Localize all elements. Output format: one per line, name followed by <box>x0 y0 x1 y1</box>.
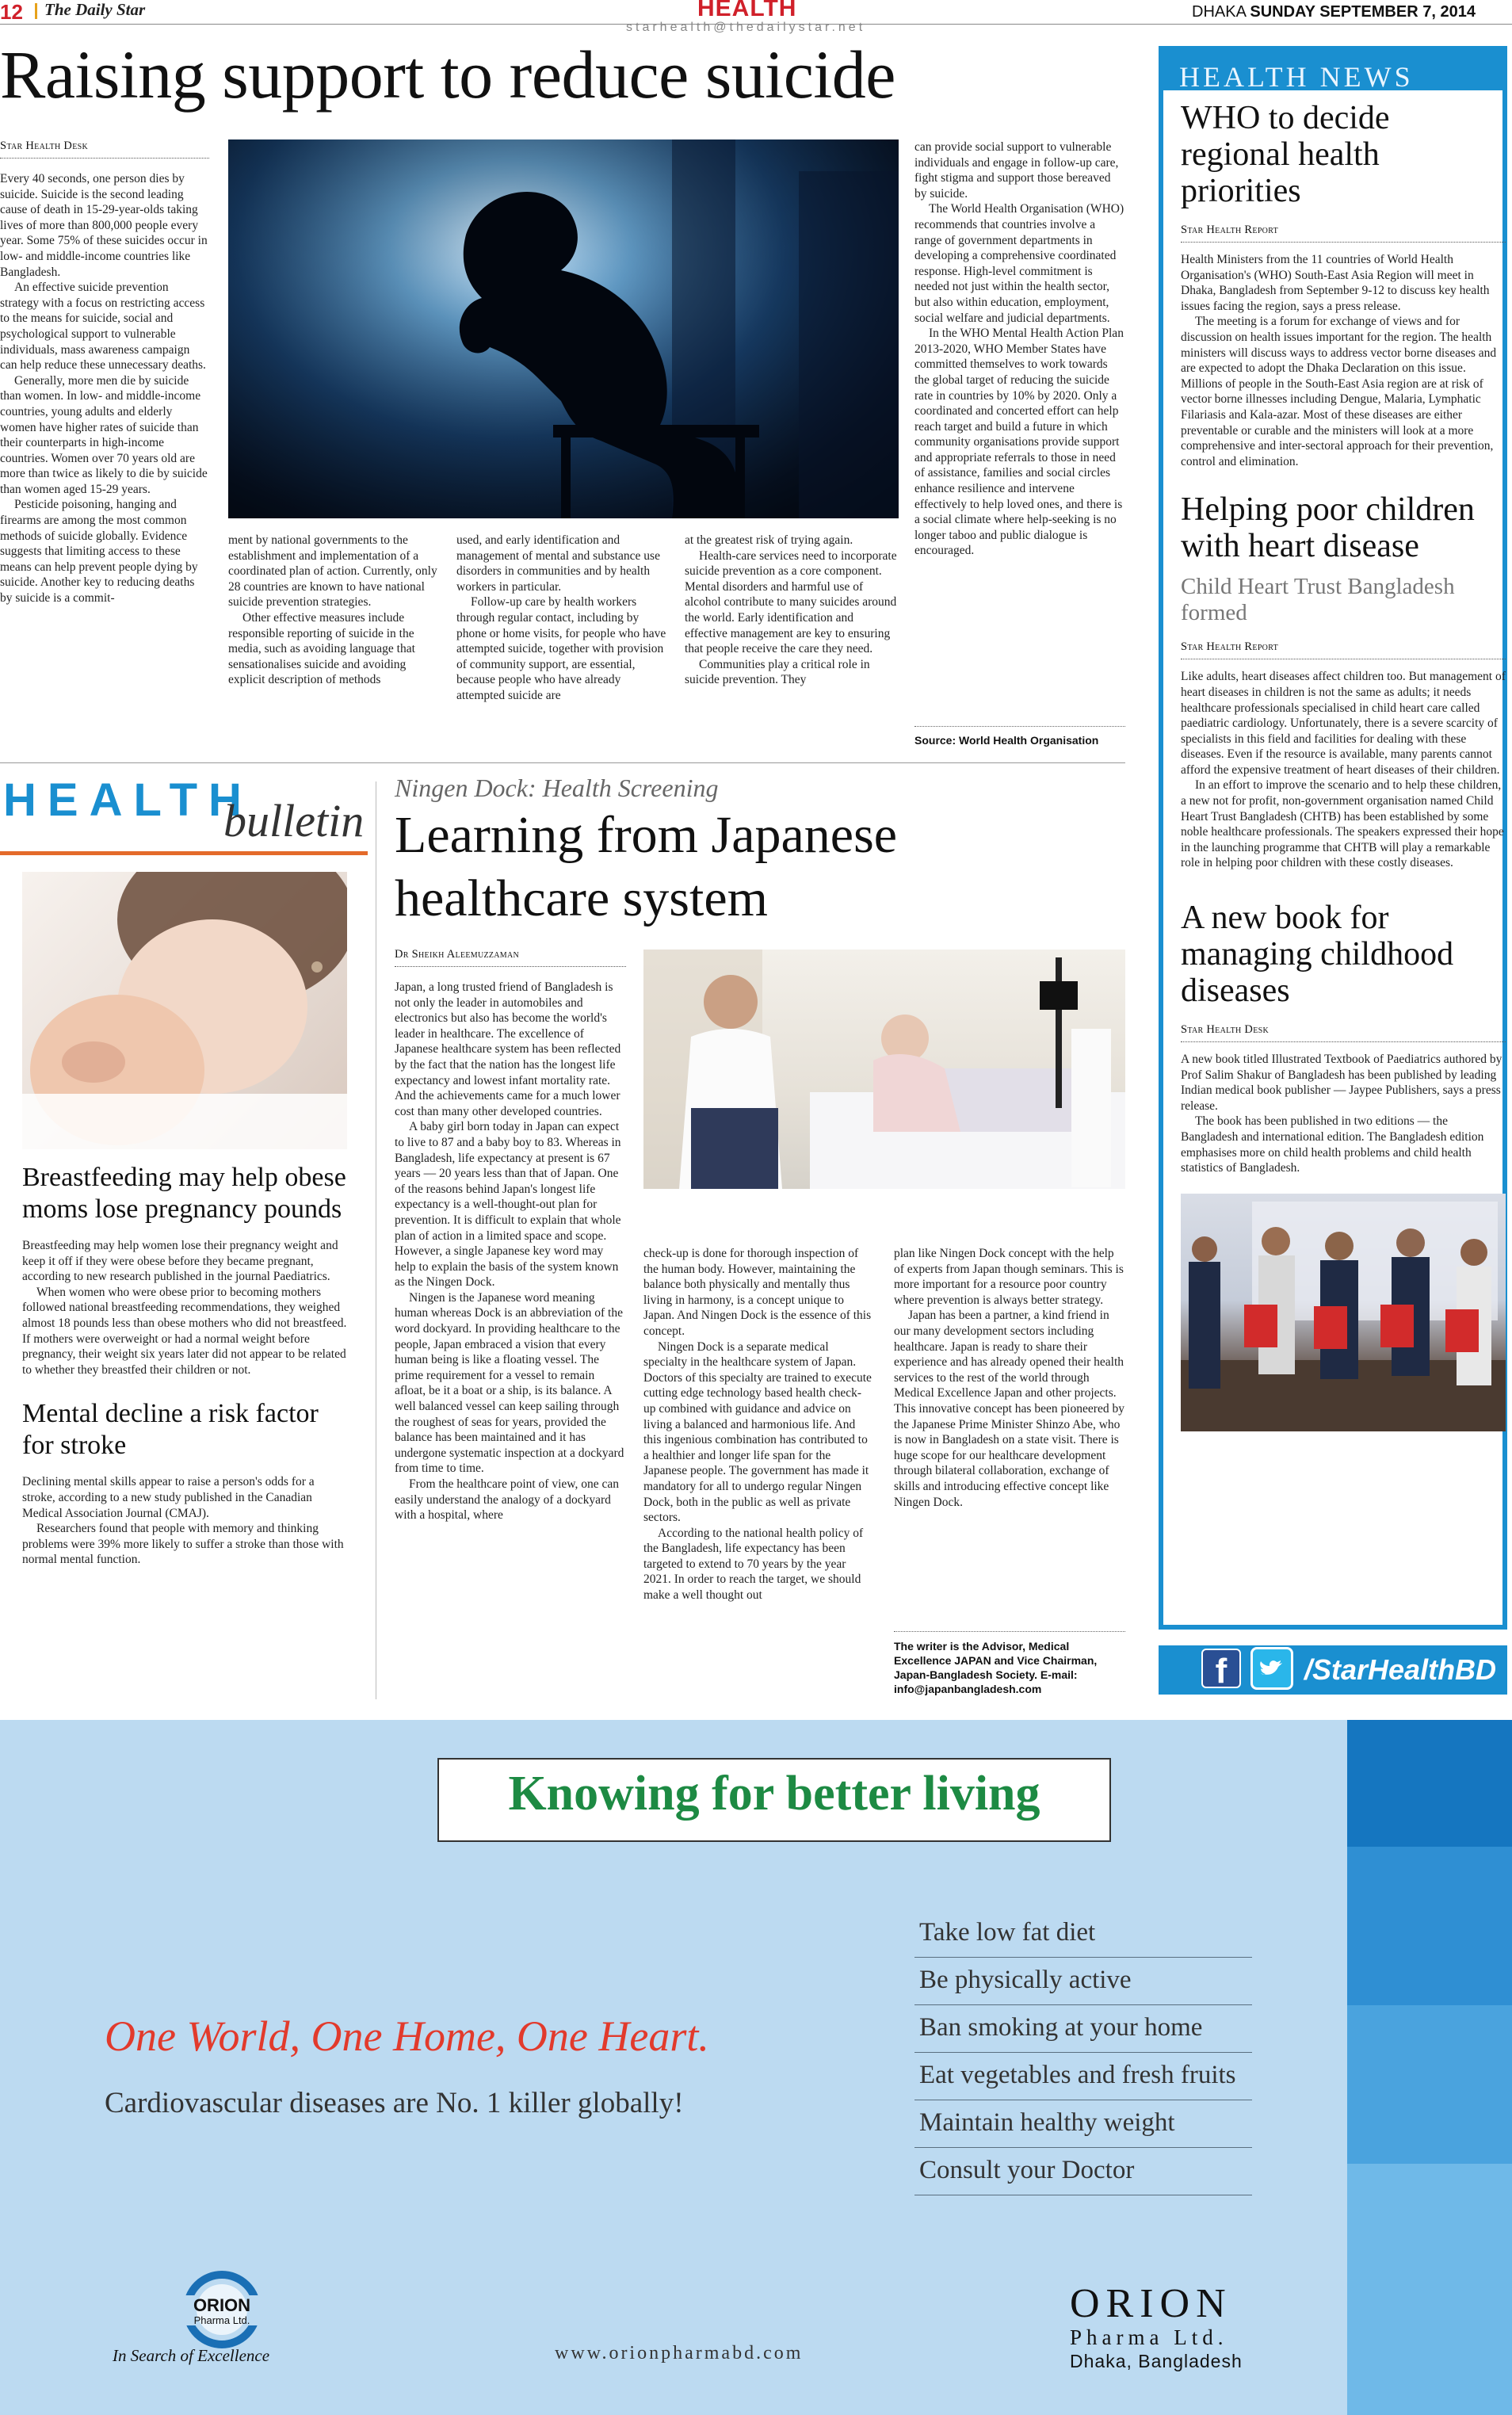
dateline <box>1192 3 1476 21</box>
writer-note-rule <box>894 1631 1125 1632</box>
orion-website[interactable]: www.orionpharmabd.com <box>555 2343 804 2363</box>
ad-tip: Be physically active <box>914 1958 1252 2005</box>
who-body <box>1181 252 1506 469</box>
lead-col-1-para: An effective suicide prevention strategy with a focus on restricting access to the means for suicide, social and psychological support to vulnerable individuals, mass awareness campaign can help reduce these unnecessary deaths. <box>0 281 206 373</box>
japan-col-2-para: Ningen Dock is a separate medical specialty in the healthcare system of Japan. Doctors of this specialty are trained to execute cutting edge technology based health check-up combined with guidance and advice on living a balanced and harmonious life. And this ingenious combination has contributed to a healthier and longer life span for the Japanese people. The government has made it mandatory for all to undergo regular Ningen Dock, both in the public as well as private sectors. <box>643 1339 872 1525</box>
heart-byline: Star Health Report <box>1181 640 1506 659</box>
japan-col-3 <box>894 1246 1125 1510</box>
japan-headline: Learning from Japanese healthcare system <box>395 806 898 927</box>
lead-byline: Star Health Desk <box>0 139 209 159</box>
ad-stripe-2 <box>1347 1847 1512 2005</box>
section-title: HEALTH <box>697 0 797 21</box>
bulletin-underline <box>0 851 368 855</box>
ad-banner: Knowing for better living <box>508 1767 1040 1821</box>
breastfeeding-photo <box>22 872 347 1149</box>
book-headline: A new book for managing childhood diseases <box>1181 900 1454 1010</box>
japan-byline: Dr Sheikh Aleemuzzaman <box>395 948 626 967</box>
paper-name: The Daily Star <box>44 0 146 19</box>
lead-col-4-para: Communities play a critical role in suicide prevention. They <box>685 657 870 687</box>
japan-col-3-para: Japan has been a partner, a kind friend in our many development sectors including healthcare. Japan is ready to share their experience and has already opened their health services to the rest of the world through Medical Excellence Japan and other projects. This innovative concept has been pioneered by the Japanese Prime Minister Shinzo Abe, who is now in Bangladesh on a state visit. There is huge scope for our healthcare development through bilateral collaboration, exchange of skills and introducing effective concept like Ningen Dock. <box>894 1309 1124 1509</box>
book-body <box>1181 1052 1506 1176</box>
section-email[interactable]: starhealth@thedailystar.net <box>626 21 866 34</box>
hospital-photo <box>643 950 1125 1189</box>
bulletin-word-health: HEALTH <box>3 774 253 826</box>
ad-stripe-1 <box>1347 1720 1512 1847</box>
lead-col-4 <box>685 533 897 688</box>
source-rule <box>914 726 1125 727</box>
heart-headline: Helping poor children with heart disease <box>1181 491 1475 565</box>
lead-bottom-rule <box>0 762 1125 763</box>
ad-tip: Maintain healthy weight <box>914 2100 1252 2148</box>
book-launch-figures <box>1181 1194 1506 1431</box>
lead-col-1-para: Generally, more men die by suicide than women. In low- and middle-income countries, young adults and elderly women have higher rates of suicide than their counterparts in high-income countries. Women over 70 years old are more than twice as likely to die by suicide than women aged 15-29 years. <box>0 373 208 496</box>
heart-body <box>1181 669 1506 871</box>
who-para: Health Ministers from the 11 countries of World Health Organisation's (WHO) South-East Asia Region will meet in Dhaka, Bangladesh from September 9-12 to discuss key health issues facing the region, says a press release. <box>1181 253 1490 313</box>
lead-photo-silhouette <box>228 139 899 518</box>
japan-col-1-para: Japan, a long trusted friend of Bangladesh is not only the leader in automobiles and electronics but also has become the world's leader in healthcare. The excellence of Japanese healthcare system has been reflected by the fact that the nation has the longest life expectancy and lowest infant mortality rate. And the achievements came for a much lower cost than many other developed countries. <box>395 980 621 1118</box>
stroke-headline: Mental decline a risk factor for stroke <box>22 1399 319 1461</box>
dateline-date: SUNDAY SEPTEMBER 7, 2014 <box>1250 3 1476 21</box>
bulletin-title <box>0 774 368 853</box>
stroke-body <box>22 1474 347 1568</box>
who-para: The meeting is a forum for exchange of views and for discussion on health issues important for the region. The health ministers will discuss ways to address vector borne diseases and are expected to adopt the Dhaka Declaration on this issue. Millions of people in the South-East Asia region are at risk of vector borne illnesses including Dengue, Malaria, Lymphatic Filariasis and Kala-azar. Most of these diseases are either preventable or curable and the ministers will look at a more comprehensive and inter-sectoral approach for their prevention, control and elimination. <box>1181 315 1497 468</box>
advert <box>0 1720 1512 2415</box>
japan-col-1-para: Ningen is the Japanese word meaning human whereas Dock is an abbreviation of the word dockyard. In providing healthcare to the people, Japan embraced a vision that every human being is like a floating vessel. The prime requirement for a vessel to remain afloat, be it a boat or a ship, is its balance. A well balanced vessel can keep sailing through the roughest of seas for years, provided the balance has been maintained and it has undergone systematic inspection at a dockyard from time to time. <box>395 1290 624 1476</box>
lead-col-5-para: The World Health Organisation (WHO) recommends that countries involve a range of government departments in developing a comprehensive coordinated response. High-level commitment is needed not just within the health sector, but also within education, employment, social welfare and judicial departments. <box>914 202 1124 325</box>
ad-tip: Ban smoking at your home <box>914 2005 1252 2053</box>
orion-company <box>1070 2283 1252 2373</box>
lead-col-4-para: Health-care services need to incorporate suicide prevention as a core component. Mental disorders and harmful use of alcohol contribute to many suicides around the world. Early identification and effective management are key to ensuring that people receive the care they need. <box>685 548 897 656</box>
japan-col-2 <box>643 1246 873 1603</box>
orion-logo[interactable] <box>174 2268 269 2356</box>
mother-baby-shapes <box>22 872 347 1149</box>
japan-col-3-para: plan like Ningen Dock concept with the help of experts from Japan though seminars. This is more important for a resource poor country where prevention is always better strategy. <box>894 1247 1124 1307</box>
japan-col-1 <box>395 980 626 1523</box>
facebook-icon[interactable]: f <box>1201 1649 1241 1688</box>
book-para: A new book titled Illustrated Textbook of Paediatrics authored by Prof Salim Shakur of Bangladesh has been published by leading Indian medical book publisher — Jaypee Publishers, says a press release. <box>1181 1053 1502 1113</box>
lead-col-2-para: Other effective measures include responsible reporting of suicide in the media, such as avoiding language that sensationalises suicide and avoiding explicit description of methods <box>228 610 415 687</box>
heart-para: Like adults, heart diseases affect children too. But management of heart diseases in children is not the same as adults; it needs healthcare professionals specialised in child heart care called paediatric cardiology. Unfortunately, there is a severe scarcity of specialists in this field and facilities for dealing with these diseases. Even if the resource is available, many parents cannot afford the expensive treatment of heart diseases of their children. <box>1181 670 1506 777</box>
lead-col-5 <box>914 139 1125 559</box>
lead-col-1-para: Pesticide poisoning, hanging and firearms are among the most common methods of suicide globally. Evidence suggests that limiting access to these means can help prevent people dying by suicide. Another key to reducing deaths by suicide is a commit- <box>0 498 198 606</box>
book-byline: Star Health Desk <box>1181 1023 1506 1042</box>
silhouette-figure <box>228 139 899 518</box>
lead-col-3 <box>456 533 670 704</box>
lead-headline: Raising support to reduce suicide <box>0 36 895 113</box>
breastfeeding-para: Breastfeeding may help women lose their pregnancy weight and keep it off if they were obese before they became pregnant, according to new research published in the journal Paediatrics. <box>22 1239 338 1284</box>
orion-motto: In Search of Excellence <box>113 2346 270 2365</box>
ad-tips <box>914 1910 1252 2195</box>
lead-col-5-para: In the WHO Mental Health Action Plan 2013-2020, WHO Member States have committed themselves to work towards the global target of reducing the suicide rate in countries by 10% by 2020. Only a coordinated and concerted effort can help reach target and build a future in which community organisations provide support and appropriate referrals to those in need of assistance, families and social circles enhance resilience and intervene effectively to help loved ones, and there is a social climate where help-seeking is no longer taboo and public dialogue is encouraged. <box>914 327 1124 558</box>
breastfeeding-body <box>22 1238 347 1378</box>
lead-col-2-para: ment by national governments to the establishment and implementation of a coordinated plan of action. Currently, only 28 countries are known to have national suicide prevention strategies. <box>228 533 437 609</box>
doctor-patient-shapes <box>643 950 1125 1189</box>
book-para: The book has been published in two editions — the Bangladesh and international edition. The Bangladesh edition emphasises more on child health problems and child health statistics of Bangladesh. <box>1181 1114 1484 1175</box>
ad-stripe-3 <box>1347 2005 1512 2164</box>
japan-col-2-para: According to the national health policy of the Bangladesh, life expectancy has been targeted to extend to 70 years by the year 2021. In order to reach the target, we should make a well thought out <box>643 1526 864 1603</box>
stroke-para: Researchers found that people with memory and thinking problems were 39% more likely to suffer a stroke than those with normal mental function. <box>22 1522 344 1567</box>
dateline-city: DHAKA <box>1192 3 1246 21</box>
stroke-para: Declining mental skills appear to raise a person's odds for a stroke, according to a new study published in the Canadian Medical Association Journal (CMAJ). <box>22 1475 315 1520</box>
heart-para: In an effort to improve the scenario and to help these children, a new not for profit, non-government organisation named Child Heart Trust Bangladesh (CHTB) has been established by some noble healthcare professionals. The speakers expressed their hope in the launching programme that CHTB will play a remarkable role in helping poor children with these costly diseases. <box>1181 778 1504 870</box>
orion-company-name: ORION <box>1070 2281 1232 2326</box>
ad-tip: Consult your Doctor <box>914 2148 1252 2195</box>
twitter-icon[interactable] <box>1250 1647 1293 1690</box>
breastfeeding-headline: Breastfeeding may help obese moms lose pregnancy pounds <box>22 1163 346 1224</box>
orion-logo-word: ORION <box>193 2295 251 2315</box>
ad-tagline: Cardiovascular diseases are No. 1 killer globally! <box>105 2087 684 2119</box>
heart-subhead: Child Heart Trust Bangladesh formed <box>1181 574 1455 626</box>
masthead-divider <box>35 3 37 19</box>
who-byline: Star Health Report <box>1181 224 1506 243</box>
sidebar-inner <box>1181 100 1506 1431</box>
breastfeeding-para: When women who were obese prior to becoming mothers followed national breastfeeding recommendations, they weighed almost 18 pounds less than obese mothers who did not breastfeed. If mothers were overweight or had a normal weight before pregnancy, their weight six years later did not appear to be related to whether they breastfed their children or not. <box>22 1285 347 1377</box>
lead-col-1 <box>0 171 209 606</box>
bulletin-word-bulletin: bulletin <box>223 795 365 846</box>
orion-company-city: Dhaka, Bangladesh <box>1070 2351 1243 2371</box>
masthead-rule <box>0 24 1512 25</box>
lead-col-4-para: at the greatest risk of trying again. <box>685 533 853 547</box>
lead-col-3-para: used, and early identification and management of mental and substance use disorders in communities and by health workers in particular. <box>456 533 660 594</box>
ad-tip: Eat vegetables and fresh fruits <box>914 2053 1252 2100</box>
ad-tip: Take low fat diet <box>914 1910 1252 1958</box>
japan-col-2-para: check-up is done for thorough inspection of the human body. However, maintaining the balance both physically and mentally thus living in harmony, is a concept unique to Japan. And Ningen Dock is the essence of this concept. <box>643 1247 872 1338</box>
sidebar-label: HEALTH NEWS <box>1179 61 1414 93</box>
twitter-bird-glyph <box>1253 1649 1291 1687</box>
writer-note: The writer is the Advisor, Medical Excellence JAPAN and Vice Chairman, Japan-Bangladesh Society. E-mail: info@japanbangladesh.com <box>894 1640 1098 1695</box>
japan-col-1-para: From the healthcare point of view, one can easily understand the analogy of a dockyard with a hospital, where <box>395 1477 619 1523</box>
lead-col-3-para: Follow-up care by health workers through regular contact, including by phone or home visits, for people who have attempted suicide, together with provision of community support, are essential, because people who have already attempted suicide are <box>456 595 666 702</box>
orion-company-sub: Pharma Ltd. <box>1070 2325 1228 2349</box>
orion-logo-sub: Pharma Ltd. <box>193 2314 250 2326</box>
ad-stripe-4 <box>1347 2164 1512 2415</box>
social-handle[interactable]: /StarHealthBD <box>1304 1653 1497 1686</box>
ad-slogan: One World, One Home, One Heart. <box>105 2012 709 2060</box>
lead-col-5-para: can provide social support to vulnerable individuals and engage in follow-up care, fight stigma and support those bereaved by suicide. <box>914 140 1119 201</box>
book-launch-photo <box>1181 1194 1506 1431</box>
who-headline: WHO to decide regional health priorities <box>1181 100 1390 209</box>
lead-source: Source: World Health Organisation <box>914 734 1099 747</box>
lead-col-1-para: Every 40 seconds, one person dies by suicide. Suicide is the second leading cause of death in 15-29-year-olds taking lives of more than 800,000 people every year. Some 75% of these suicides occur in low- and middle-income countries like Bangladesh. <box>0 172 208 279</box>
japan-col-1-para: A baby girl born today in Japan can expect to live to 87 and a baby boy to 83. Whereas in Bangladesh, life expectancy at present is 67 years — 20 years less than that of Japan. One of the reasons behind Japan's longest life expectancy is a well-thought-out plan for prevention. It is difficult to explain that whole plan of action in a limited space and scope. However, a single Japanese key word may help to explain the basis of the system known as the Ningen Dock. <box>395 1120 621 1290</box>
bulletin-item-1 <box>22 1162 347 1568</box>
page-number: 12 <box>0 0 23 24</box>
japan-kicker: Ningen Dock: Health Screening <box>395 774 719 802</box>
lead-col-2 <box>228 533 442 688</box>
